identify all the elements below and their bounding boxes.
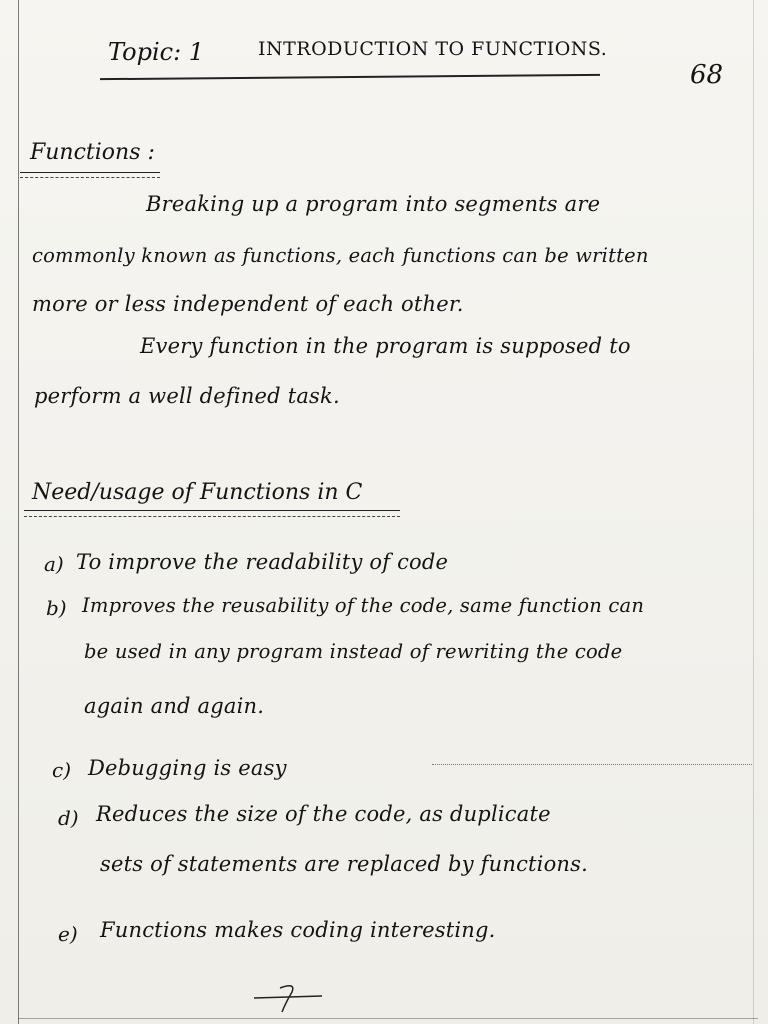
list-label-d: d) xyxy=(58,806,79,830)
section-heading-functions: Functions : xyxy=(30,140,155,165)
list-label-a: a) xyxy=(44,552,64,576)
list-item-c: Debugging is easy xyxy=(88,756,287,780)
topic-label: Topic: 1 xyxy=(108,38,205,66)
text-line: perform a well defined task. xyxy=(34,384,340,408)
heading-underline-dashed xyxy=(20,177,160,178)
list-item-b: Improves the reusability of the code, same function can xyxy=(82,594,645,617)
list-label-c: c) xyxy=(52,758,72,782)
text-line: more or less independent of each other. xyxy=(32,292,464,316)
list-item-e: Functions makes coding interesting. xyxy=(100,918,496,942)
section-heading-need-usage: Need/usage of Functions in C xyxy=(32,480,363,505)
page-title: INTRODUCTION TO FUNCTIONS. xyxy=(258,38,608,60)
list-item-d: Reduces the size of the code, as duplicate xyxy=(96,802,551,826)
heading-underline xyxy=(20,172,160,173)
list-item-d-cont: sets of statements are replaced by functions. xyxy=(100,852,589,876)
dotted-rule xyxy=(432,764,752,765)
title-underline xyxy=(100,74,600,80)
page-number: 68 xyxy=(690,60,724,90)
heading-underline-dashed xyxy=(24,516,400,517)
list-item-b-cont: again and again. xyxy=(84,694,265,718)
bottom-page-line xyxy=(18,1018,758,1019)
left-margin-line xyxy=(18,0,19,1024)
heading-underline xyxy=(24,510,400,511)
list-label-e: e) xyxy=(58,922,78,946)
list-item-a: To improve the readability of code xyxy=(76,550,449,574)
text-line: commonly known as functions, each functions can be written xyxy=(32,244,649,267)
end-scribble xyxy=(252,978,332,1018)
list-item-b-cont: be used in any program instead of rewriting the code xyxy=(84,640,623,663)
right-margin-line xyxy=(753,0,754,1024)
text-line: Breaking up a program into segments are xyxy=(146,192,601,216)
list-label-b: b) xyxy=(46,596,67,620)
text-line: Every function in the program is supposed to xyxy=(140,334,631,358)
